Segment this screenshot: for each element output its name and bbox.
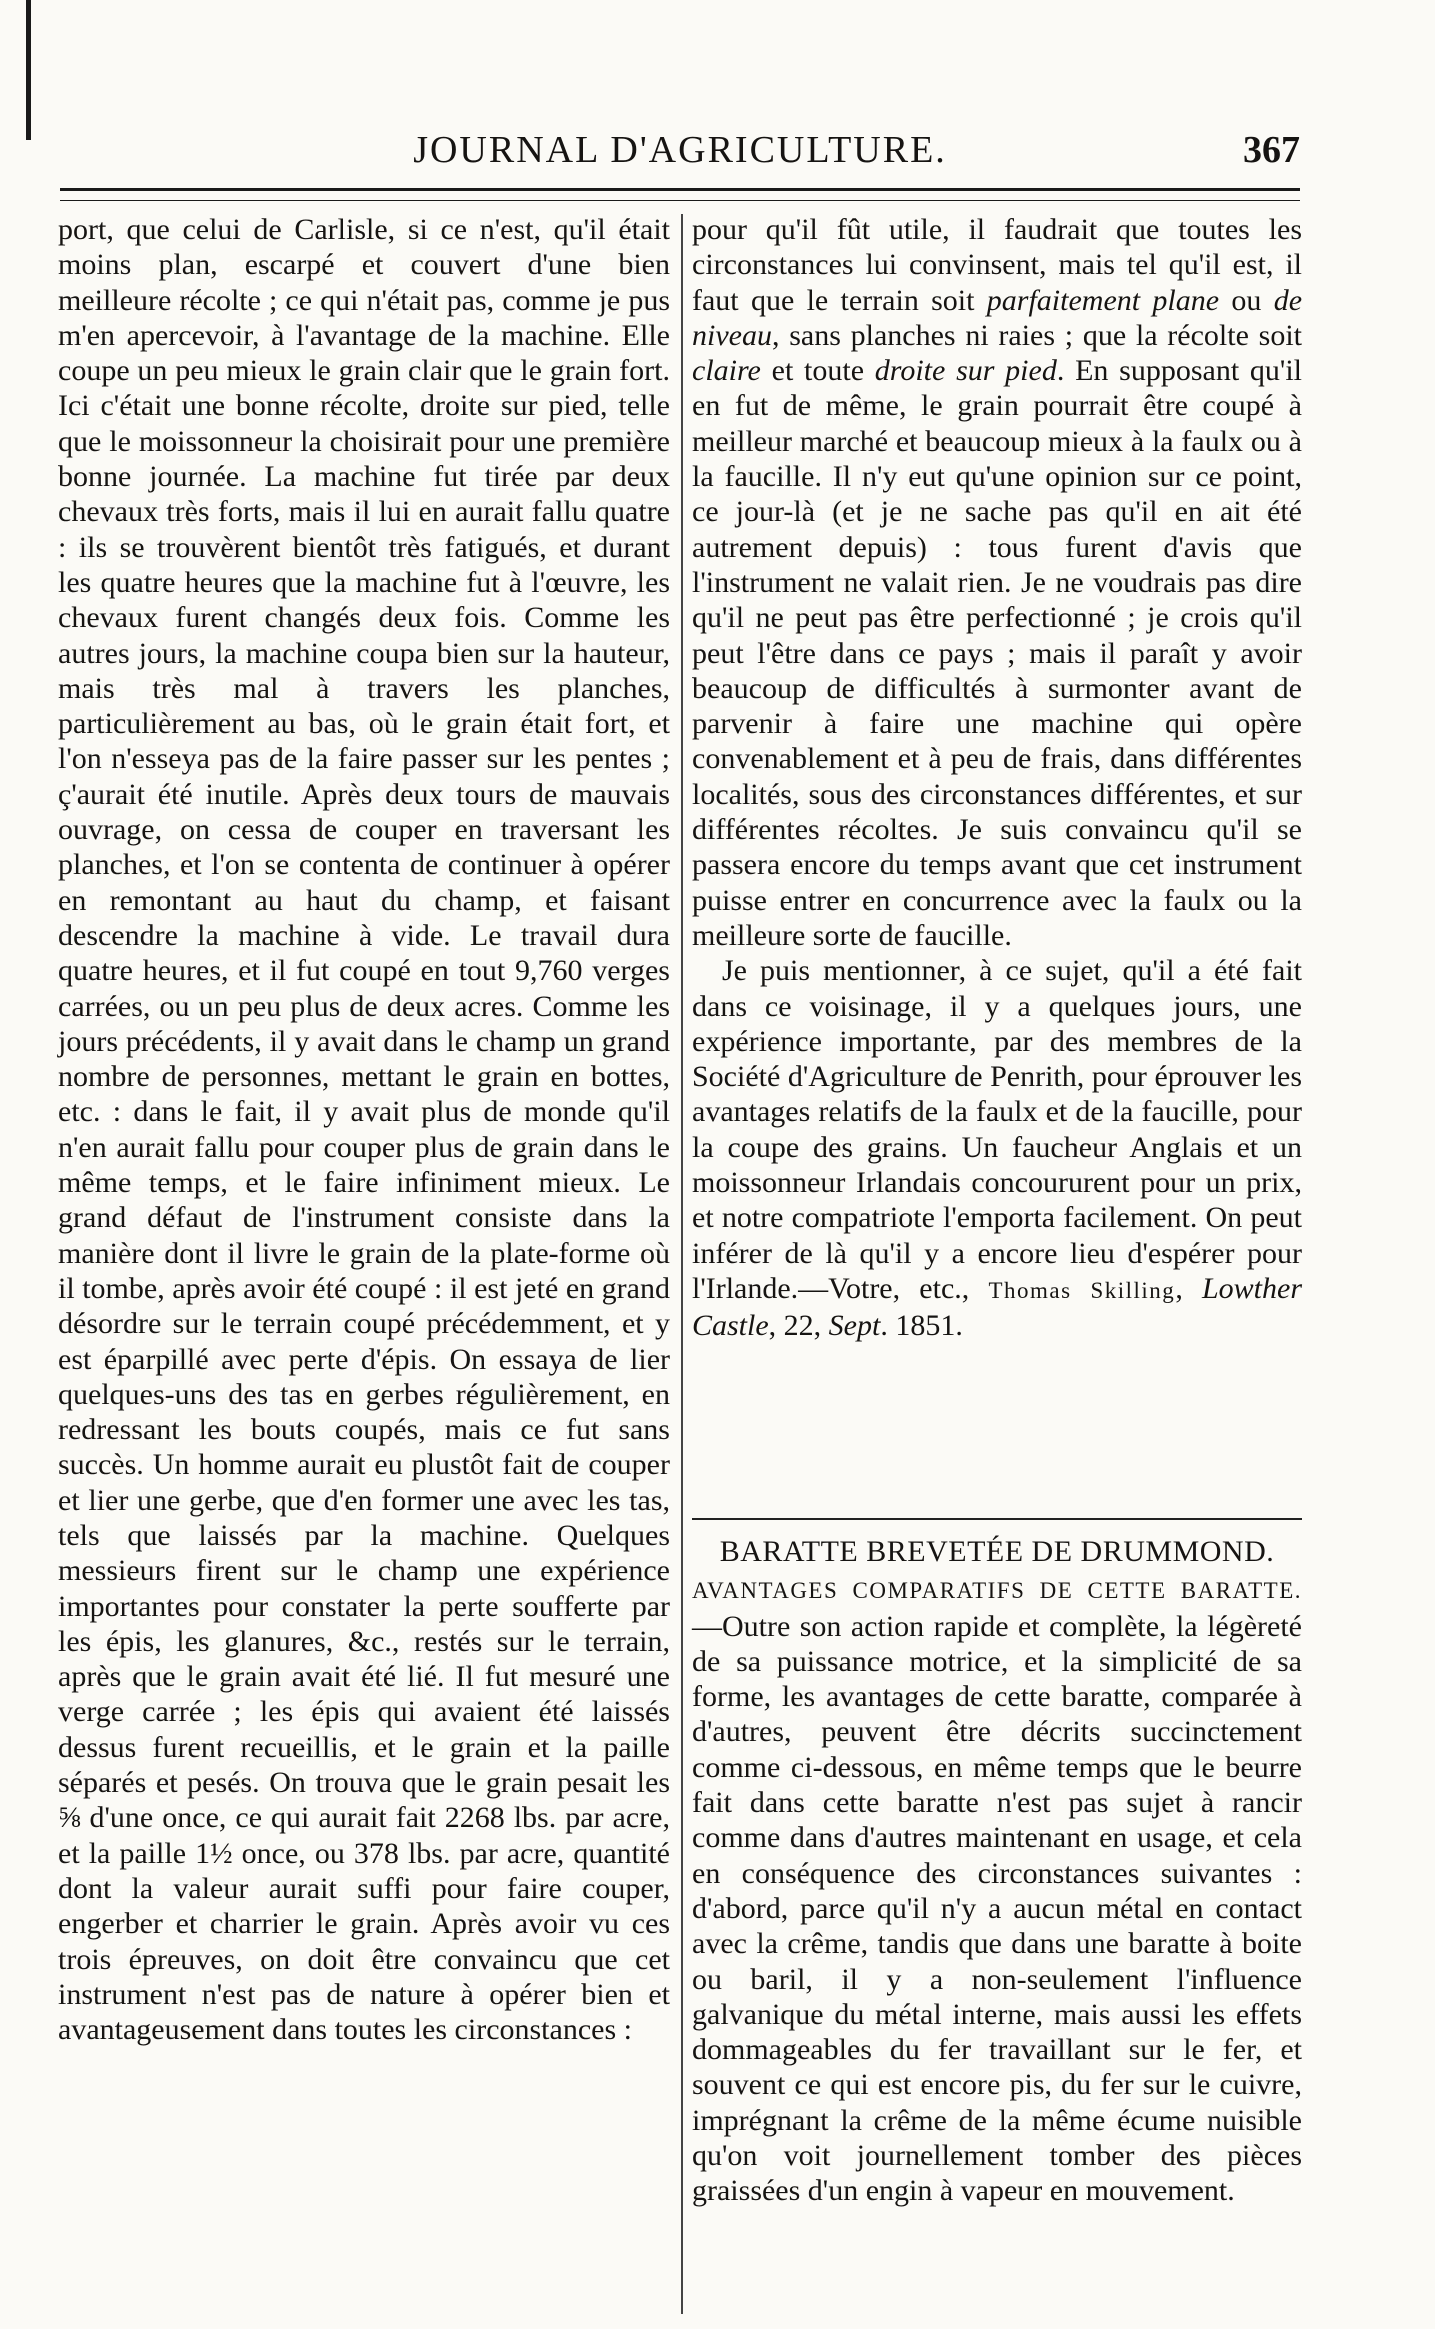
right-column: [692, 212, 1302, 1344]
right-paragraph-1: pour qu'il fût utile, il faudrait que toutes les circonstances lui convinsent, mais tel qu'il est, il faut que le terrain soit parfaitement plane ou de niveau, sans planches ni raies ; que la récolte soit claire et toute droite sur pied. En supposant qu'il en fut de même, le grain pourrait être coupé à meilleur marché et beaucoup mieux à la faulx ou à la faucille. Il n'y eut qu'une opinion sur ce point, ce jour-là (et je ne sache pas qu'il en ait été autrement depuis) : tous furent d'avis que l'instrument ne valait rien. Je ne voudrais pas dire qu'il ne peut pas être perfectionné ; je crois qu'il peut l'être dans ce pays ; mais il paraît y avoir beaucoup de difficultés à surmonter avant de parvenir à faire une machine qui opère convenablement et à peu de frais, dans différentes localités, sous des circonstances différentes, et sur différentes récoltes. Je suis convaincu qu'il se passera encore du temps avant que cet instrument puisse entrer en concurrence avec la faulx ou la meilleure sorte de faucille.: [692, 213, 1303, 952]
margin-rule: [26, 0, 31, 140]
header-rule: [60, 188, 1300, 201]
column-divider: [681, 214, 683, 2314]
page-number: 367: [1243, 129, 1300, 171]
left-column: [58, 212, 670, 2047]
signature: Thomas Skilling: [988, 1277, 1176, 1303]
section-body: AVANTAGES COMPARATIFS DE CETTE BARATTE.—Outre son action rapide et complète, la légèreté de sa puissance motrice, et la simplicité de sa forme, les avantages de cette baratte, comparée à d'autres, peuvent être décrits succinctement comme ci-dessous, en même temps que le beurre fait dans cette baratte n'est pas sujet à rancir comme dans d'autres maintenant en usage, et cela en conséquence des circonstances suivantes : d'abord, parce qu'il n'y a aucun métal en contact avec la crême, tandis que dans une baratte à boite ou baril, il y a non-seulement l'influence galvanique du métal interne, mais aussi les effets dommageables du fer travaillant sur le fer, et souvent ce qui est encore pis, du fer sur le cuivre, imprégnant la crême de la même écume nuisible qu'on voit journellement tomber des pièces graissées d'un engin à vapeur en mouvement.: [692, 1578, 1302, 2208]
place: Lowther Castle: [692, 1271, 1303, 1343]
journal-title: JOURNAL D'AGRICULTURE.: [413, 129, 947, 171]
left-column-text: port, que celui de Carlisle, si ce n'est, qu'il était moins plan, escarpé et couvert d'une bien meilleure récolte ; ce qui n'était pas, comme je pus m'en apercevoir, à l'avantage de la machine. Elle coupe un peu mieux le grain clair que le grain fort. Ici c'était une bonne récolte, droite sur pied, telle que le moissonneur la choisirait pour une première bonne journée. La machine fut tirée par deux chevaux très forts, mais il lui en aurait fallu quatre : ils se trouvèrent bientôt très fatigués, et durant les quatre heures que la machine fut à l'œuvre, les chevaux furent changés deux fois. Comme les autres jours, la machine coupa bien sur la hauteur, mais très mal à travers les planches, particulièrement au bas, où le grain était fort, et l'on n'esseya pas de la faire passer sur les pentes ; ç'aurait été inutile. Après deux tours de mauvais ouvrage, on cessa de couper en traversant les planches, et l'on se contenta de continuer à opérer en remontant au haut du champ, et faisant descendre la machine à vide. Le travail dura quatre heures, et il fut coupé en tout 9,760 verges carrées, ou un peu plus de deux acres. Comme les jours précédents, il y avait dans le champ un grand nombre de personnes, mettant le grain en bottes, etc. : dans le fait, il y avait plus de monde qu'il n'en aurait fallu pour couper plus de grain dans le même temps, et le faire infiniment mieux. Le grand défaut de l'instrument consiste dans la manière dont il livre le grain de la plate-forme où il tombe, après avoir été coupé : il est jeté en grand désordre sur le terrain coupé précédemment, et y est éparpillé avec perte d'épis. On essaya de lier quelques-uns des tas en gerbes régulièrement, en redressant les bouts coupés, mais ce fut sans succès. Un homme aurait eu plustôt fait de couper et lier une gerbe, que d'en former une avec les tas, tels que laissés par la machine. Quelques messieurs firent sur le champ une expérience importantes pour constater la perte soufferte par les épis, les glanures, &c., restés sur le terrain, après que le grain avait été lié. Il fut mesuré une verge carrée ; les épis qui avaient été laissés dessus furent recueillis, et le grain et la paille séparés et pesés. On trouva que le grain pesait les ⅝ d'une once, ce qui aurait fait 2268 lbs. par acre, et la paille 1½ once, ou 378 lbs. par acre, quantité dont la valeur aurait suffi pour faire couper, engerber et charrier le grain. Après avoir vu ces trois épreuves, on doit être convaincu que cet instrument n'est pas de nature à opérer bien et avantageusement dans toutes les circonstances :: [58, 213, 670, 2047]
page-header: [60, 128, 1300, 188]
section-subhead: AVANTAGES COMPARATIFS DE CETTE BARATTE.: [692, 1578, 1302, 1604]
baratte-section: [692, 1534, 1302, 2209]
section-rule: [692, 1518, 1302, 1520]
right-paragraph-2: Je puis mentionner, à ce sujet, qu'il a été fait dans ce voisinage, il y a quelques jours, une expérience importante, par des membres de la Société d'Agriculture de Penrith, pour éprouver les avantages relatifs de la faulx et de la faucille, pour la coupe des grains. Un faucheur Anglais et un moissonneur Irlandais concoururent pour un prix, et notre compatriote l'emporta facilement. On peut inférer de là qu'il y a encore lieu d'espérer pour l'Irlande.—Votre, etc., Thomas Skilling, Lowther Castle, 22, Sept. 1851.: [692, 954, 1303, 1343]
section-title: BARATTE BREVETÉE DE DRUMMOND.: [719, 1535, 1275, 1568]
